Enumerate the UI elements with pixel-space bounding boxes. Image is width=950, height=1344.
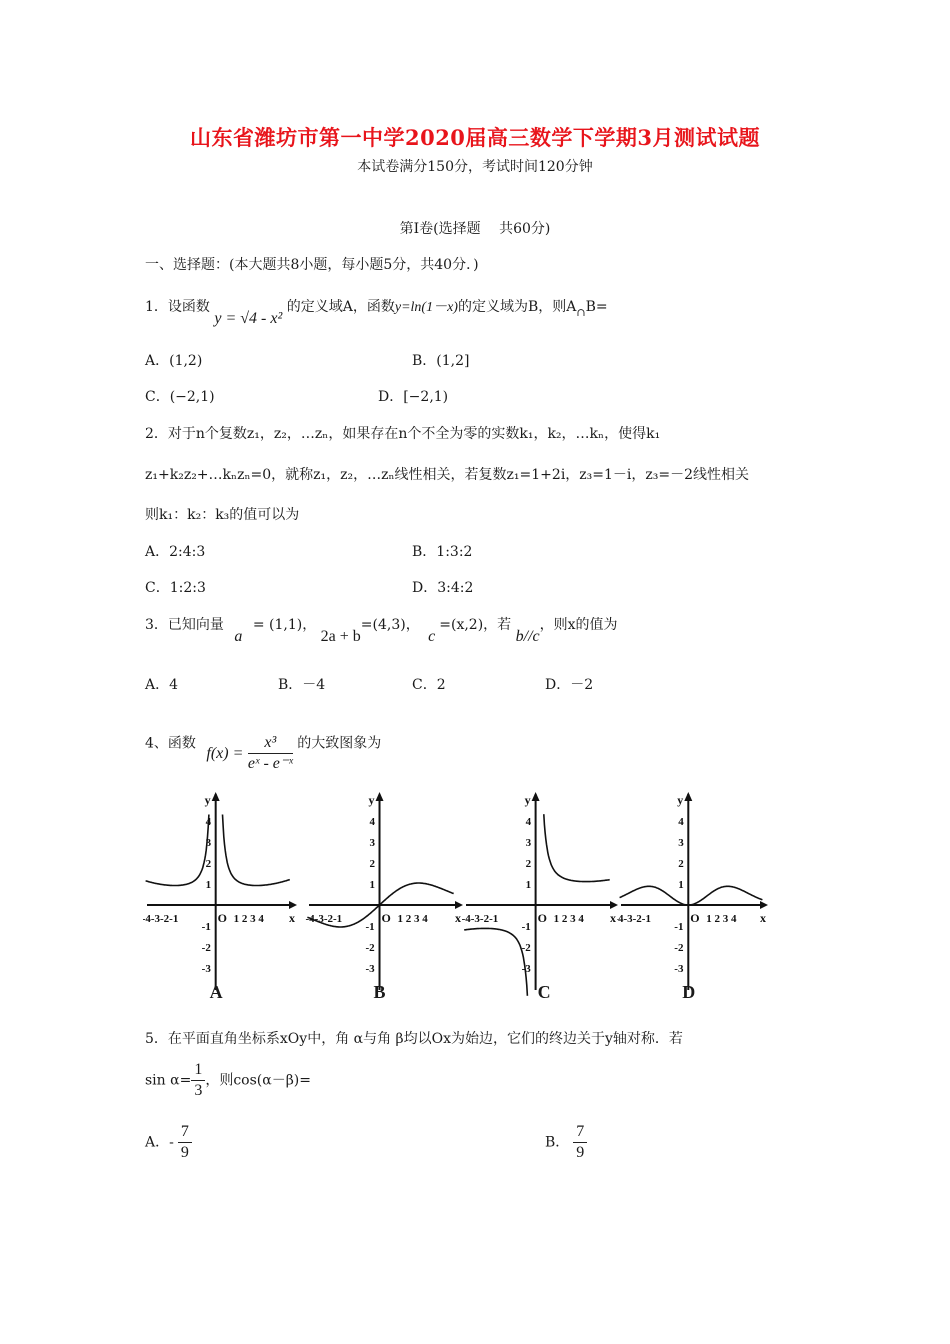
graph-c-svg: [462, 790, 622, 1010]
graph-c: [462, 790, 622, 1010]
vector-c: c: [428, 628, 436, 645]
graph-a-svg: [143, 790, 301, 1010]
graph-b: [305, 790, 467, 1010]
q1-text-e: B=: [585, 299, 608, 315]
y-tick-label: 4: [525, 816, 532, 828]
x-axis-arrow: [760, 901, 768, 909]
graph-b-svg: [305, 790, 467, 1010]
q2-option-c: C．1:2:3: [145, 580, 206, 596]
question-1: [145, 296, 608, 327]
y-axis-label: y: [677, 793, 684, 807]
x-axis-label: x: [289, 911, 295, 925]
y-tick-label: -1: [365, 921, 375, 933]
q3-option-b: B．－4: [278, 677, 326, 693]
y-tick-label: 4: [678, 816, 684, 828]
q2-option-b: B．1:3:2: [412, 544, 473, 560]
q3-option-c: C．2: [412, 677, 446, 693]
y-tick-label: 4: [369, 816, 376, 828]
graph-d-svg: [617, 790, 772, 1010]
x-tick-labels-positive: 1 2 3 4: [397, 913, 428, 925]
y-tick-label: -3: [201, 963, 211, 975]
y-tick-label: 1: [525, 879, 532, 891]
graph-label-c: C: [537, 982, 551, 1002]
y-tick-label: -1: [521, 921, 531, 933]
q4-ask: 的大致图象为: [297, 735, 382, 752]
q5-option-a: A．- $\frac{7}{9}$: [145, 1122, 192, 1163]
q1-function-b: y=ln(1－x): [394, 300, 458, 315]
y-tick-label: 3: [369, 837, 376, 849]
exam-info: 本试卷满分150分，考试时间120分钟: [357, 159, 593, 175]
q3-sum-value: =(4,3)，: [360, 617, 420, 633]
q1-option-a: A．(1,2): [145, 353, 203, 369]
function-curve: [146, 815, 290, 886]
q5-ask: ，则cos(α－β)=: [205, 1072, 311, 1089]
x-axis-label: x: [610, 911, 616, 925]
q2-option-a: A．2:4:3: [145, 544, 206, 560]
graph-label-b: B: [373, 982, 386, 1002]
y-tick-label: 2: [369, 858, 376, 870]
q1-option-b: B．(1,2]: [412, 353, 470, 369]
graph-label-d: D: [682, 982, 696, 1002]
x-tick-labels-negative: -4-3-2-1: [305, 913, 343, 925]
q3-c-value: =(x,2)，若: [439, 617, 512, 633]
y-axis-label: y: [368, 793, 375, 807]
question-2-line-3: 则k₁：k₂：k₃的值可以为: [145, 507, 300, 523]
y-tick-label: -1: [674, 921, 684, 933]
x-tick-labels-negative: -4-3-2-1: [462, 913, 499, 925]
q1-text-d: 的定义域为B，则A: [457, 299, 577, 315]
question-2-line-1: 2．对于n个复数z₁，z₂，…zₙ，如果存在n个不全为零的实数k₁，k₂，…kₙ，使得k₁: [145, 426, 661, 442]
y-tick-label: -2: [674, 942, 684, 954]
q4-denominator: eˣ - e⁻ˣ: [247, 755, 293, 772]
y-axis-arrow: [684, 792, 692, 801]
question-3: [145, 614, 618, 645]
question-2-line-2: z₁+k₂z₂+…kₙzₙ=0，就称z₁，z₂，…zₙ线性相关，若复数z₁=1+2i，z₃=1－i，z₃=－2线性相关: [145, 467, 750, 483]
y-tick-label: 3: [525, 837, 532, 849]
x-tick-labels-positive: 1 2 3 4: [233, 913, 264, 925]
origin-label: O: [217, 911, 228, 925]
intersection-symbol: ∩: [576, 306, 586, 319]
y-tick-label: -2: [201, 942, 211, 954]
graph-a: [143, 790, 301, 1010]
x-axis-arrow: [289, 901, 297, 909]
q1-intro: 1．设函数: [145, 299, 210, 315]
q2-option-d: D．3:4:2: [412, 580, 474, 596]
section-heading: 第Ⅰ卷(选择题 共60分): [399, 221, 551, 237]
y-tick-label: -3: [521, 963, 531, 975]
y-tick-label: -1: [201, 921, 211, 933]
page-title: 山东省潍坊市第一中学2020届高三数学下学期3月测试试题: [189, 125, 761, 150]
x-tick-labels-negative: -4-3-2-1: [617, 913, 651, 925]
y-tick-label: 3: [205, 837, 212, 849]
y-tick-label: 3: [678, 837, 684, 849]
y-tick-label: -3: [365, 963, 375, 975]
q3-option-a: A．4: [145, 677, 179, 693]
y-axis-arrow: [212, 792, 220, 801]
parallel-condition: b//c: [515, 628, 540, 645]
x-tick-labels-negative: -4-3-2-1: [143, 913, 179, 925]
y-tick-label: -3: [674, 963, 684, 975]
y-tick-label: 1: [678, 879, 684, 891]
y-tick-label: -2: [521, 942, 531, 954]
y-axis-label: y: [524, 793, 531, 807]
origin-label: O: [690, 911, 700, 925]
q3-a-value: = (1,1)，: [252, 617, 317, 633]
q3-intro: 3．已知向量: [145, 617, 224, 633]
y-tick-label: 4: [205, 816, 212, 828]
part-heading: 一、选择题：(本大题共8小题，每小题5分，共40分．): [145, 257, 479, 273]
q5-option-b: B． $\frac{7}{9}$: [545, 1122, 587, 1163]
q3-option-d: D．－2: [545, 677, 594, 693]
origin-label: O: [381, 911, 391, 925]
q4-fraction: [248, 733, 293, 774]
question-4: [145, 723, 382, 772]
vector-a: a: [234, 628, 243, 645]
y-tick-label: 2: [205, 858, 212, 870]
function-curve: [620, 886, 763, 905]
y-axis-label: y: [204, 793, 211, 807]
question-5-line-2: [145, 1060, 311, 1101]
x-axis-label: x: [760, 911, 766, 925]
x-tick-labels-positive: 1 2 3 4: [706, 913, 737, 925]
q4-numerator: x³: [248, 733, 293, 754]
q1-option-d: D．[−2,1): [378, 389, 449, 405]
y-tick-label: 1: [369, 879, 376, 891]
q4-intro: 4、函数: [145, 735, 196, 752]
q1-option-c: C．(−2,1): [145, 389, 215, 405]
x-tick-labels-positive: 1 2 3 4: [553, 913, 584, 925]
y-axis-arrow: [376, 792, 384, 801]
y-axis-arrow: [532, 792, 540, 801]
graph-d: [617, 790, 772, 1010]
y-tick-label: 2: [525, 858, 532, 870]
y-tick-label: 1: [205, 879, 212, 891]
q1-text-b: 的定义域A，函数: [286, 299, 395, 315]
q1-formula: y = √4 - x²: [214, 310, 283, 327]
x-axis-label: x: [455, 911, 461, 925]
q4-function-name: f(x) =: [206, 744, 244, 762]
q3-ask: ，则x的值为: [539, 617, 618, 633]
question-5-line-1: 5．在平面直角坐标系xOy中，角 α与角 β均以Ox为始边，它们的终边关于y轴对称．若: [145, 1031, 683, 1047]
y-tick-label: 2: [678, 858, 684, 870]
vector-2a-plus-b: 2a + b: [320, 628, 361, 645]
q5-sin: sin α=: [145, 1072, 192, 1089]
origin-label: O: [537, 911, 547, 925]
q5-sin-fraction: $\frac{1}{3}$: [191, 1060, 205, 1101]
graph-label-a: A: [209, 982, 223, 1002]
y-tick-label: -2: [365, 942, 375, 954]
